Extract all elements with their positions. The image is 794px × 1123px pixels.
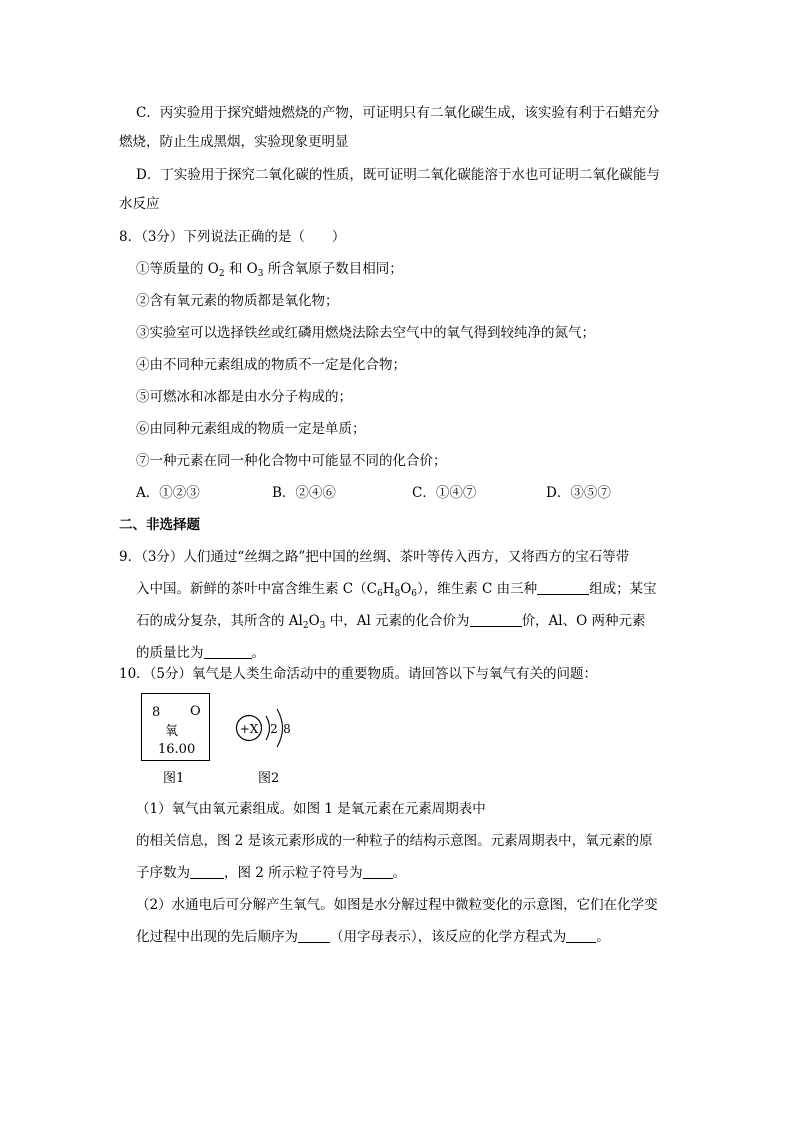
q8-statement-5: ⑤可燃冰和冰都是由水分子构成的； (136, 389, 352, 405)
q8-statement-1: ①等质量的 $O_2$ 和 $O_3$ 所含氧原子数目相同； (136, 261, 403, 279)
q7-option-d-line1: D．丁实验用于探究二氧化碳的性质，既可证明二氧化碳能溶于水也可证明二氧化碳能与 (136, 167, 660, 183)
shell1-electrons: 2 (270, 722, 278, 736)
element-name: 氧 (165, 724, 179, 739)
answer-blank (204, 644, 252, 659)
shell2-electrons: 8 (283, 722, 291, 736)
element-symbol: O (190, 704, 201, 719)
q8-option-b: B．②④⑥ (272, 485, 336, 501)
q10-part1-line1: （1）氧气由氧元素组成。如图 1 是氧元素在元素周期表中 (136, 801, 486, 817)
answer-blank (470, 612, 522, 627)
q9-line1: 9．（3分）人们通过“丝绸之路”把中国的丝绸、茶叶等传入西方，又将西方的宝石等带 (119, 549, 630, 565)
q10-part1-line2: 的相关信息，图 2 是该元素形成的一种粒子的结构示意图。元素周期表中，氧元素的原 (136, 833, 653, 849)
answer-blank (190, 864, 224, 879)
q8-statement-4: ④由不同种元素组成的物质不一定是化合物； (136, 357, 406, 373)
q10-part2-line1: （2）水通电后可分解产生氧气。如图是水分解过程中微粒变化的示意图，它们在化学变 (136, 897, 658, 913)
figure1-caption: 图1 (163, 771, 185, 786)
q8-statement-6: ⑥由同种元素组成的物质一定是单质； (136, 421, 366, 437)
q8-statement-3: ③实验室可以选择铁丝或红磷用燃烧法除去空气中的氧气得到较纯净的氮气； (136, 325, 595, 341)
q9-line4: 的质量比为 。 (136, 645, 265, 661)
q7-option-c-line2: 燃烧，防止生成黑烟，实验现象更明显 (119, 134, 349, 150)
answer-blank (363, 864, 393, 879)
particle-structure-diagram (232, 702, 302, 758)
q9-line3: 石的成分复杂，其所含的 $Al_2O_3$ 中，Al 元素的化合价为 价，Al、O 两种元素 (136, 613, 646, 631)
q8-statement-2: ②含有氧元素的物质都是氧化物； (136, 293, 339, 309)
atomic-mass: 16.00 (158, 742, 196, 757)
q10-part1-line3: 子序数为 ，图 2 所示粒子符号为 。 (136, 865, 407, 881)
q8-option-d: D．③⑤⑦ (546, 485, 611, 501)
answer-blank (298, 928, 330, 943)
q8-stem: 8．（3分）下列说法正确的是（ ） (119, 229, 346, 245)
section-title: 二、非选择题 (119, 517, 200, 533)
q8-option-c: C．①④⑦ (412, 485, 477, 501)
q10-stem: 10．（5分）氧气是人类生命活动中的重要物质。请回答以下与氧气有关的问题： (119, 666, 598, 682)
answer-blank (566, 928, 596, 943)
figure2-caption: 图2 (258, 771, 280, 786)
q8-option-a: A．①②③ (136, 485, 200, 501)
electron-shell-1 (266, 716, 270, 740)
q7-option-c-line1: C．丙实验用于探究蜡烛燃烧的产物，可证明只有二氧化碳生成，该实验有利于石蜡充分 (136, 105, 660, 121)
q8-statement-7: ⑦一种元素在同一种化合物中可能显不同的化合价； (136, 453, 447, 469)
periodic-table-cell (141, 693, 210, 761)
atomic-number: 8 (152, 705, 161, 720)
nucleus-charge: +X (239, 722, 259, 736)
q10-part2-line2: 化过程中出现的先后顺序为 （用字母表示），该反应的化学方程式为 。 (136, 929, 610, 945)
q9-line2: 入中国。新鲜的茶叶中富含维生素 $C(C_6H_8O_6)$，维生素 C 由三种 组成；某宝 (136, 581, 657, 599)
q7-option-d-line2: 水反应 (119, 196, 160, 212)
answer-blank (537, 580, 589, 595)
